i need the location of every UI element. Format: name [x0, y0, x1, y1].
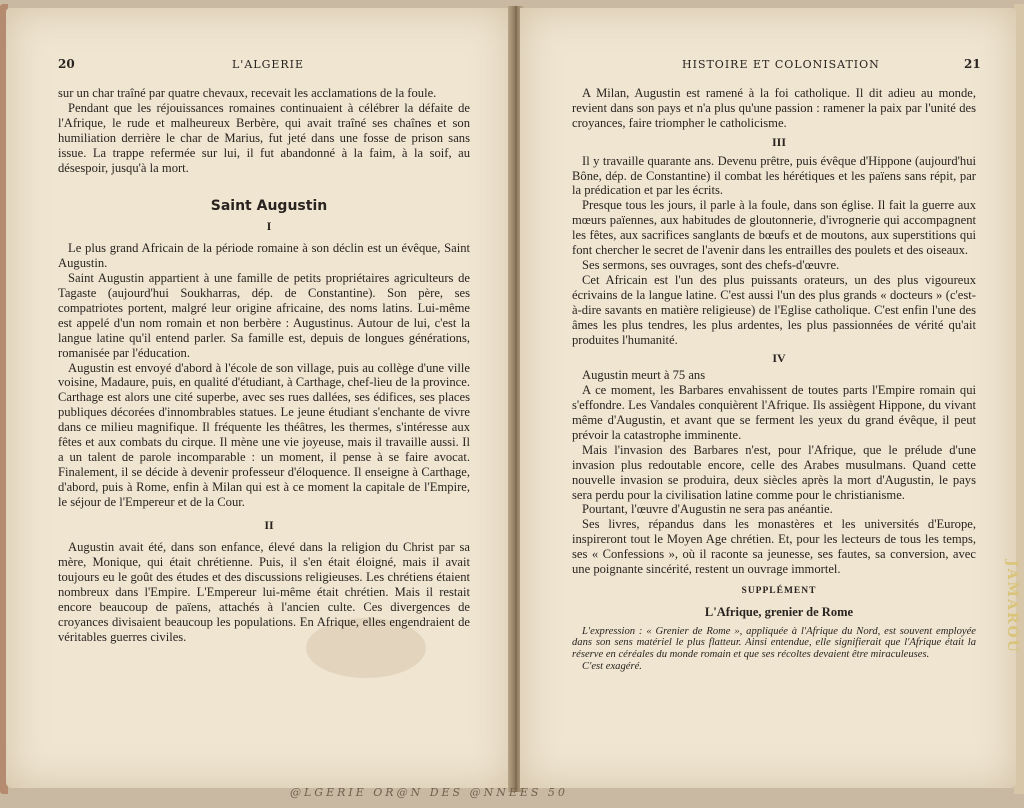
right-page-number: 21	[964, 57, 981, 71]
paragraph: Pourtant, l'œuvre d'Augustin ne sera pas anéantie.	[582, 502, 833, 517]
paragraph: Ses livres, répandus dans les monastères et les universités d'Europe, inspireront tout le Moyen Age chrétien. Et, pour les lecteurs de tous les temps, ses « Confessions », où il raconte sa jeunesse, ses fautes, sa conversion, avec une poignante sincérité, restent un ouvrage immortel.	[572, 517, 976, 577]
paragraph: Presque tous les jours, il parle à la foule, dans son église. Il fait la guerre aux mœurs païennes, aux habitudes de gloutonnerie, d'ivrognerie qui accompagnent les fêtes, aux sacrifices sanglants de bœufs et de moutons, aux superstitions qui font chercher le secret de l'avenir dans les entrailles des poulets et des oiseaux.	[572, 198, 976, 258]
paragraph: Cet Africain est l'un des plus puissants orateurs, un des plus vigoureux écrivains de la langue latine. C'est aussi l'un des plus grands « docteurs » (c'est-à-dire savants en matière religieuse) de l'Eglise catholique. C'est enfin l'une des âmes les plus tendres, les plus ardentes, les plus passionnées de vérité qu'ait produites l'humanité.	[572, 272, 976, 347]
right-page	[520, 8, 1016, 788]
supplement-paragraph: L'expression : « Grenier de Rome », appliquée à l'Afrique du Nord, est souvent employée dans son sens matériel le plus flatteur. Ainsi entendue, elle signifierait que l'Afrique était la réserve en céréales du monde romain et que ses récoltes devaient être miraculeuses.	[572, 625, 976, 660]
paragraph: Augustin est envoyé d'abord à l'école de son village, puis au collège d'une ville voisine, Madaure, puis, en qualité d'étudiant, à Carthage, chef-lieu de la province. Carthage est alors une cité superbe, avec ses rues dallées, ses édifices, ses places publiques décorées d'innombrables statues. Le jeune étudiant s'enchante de vivre dans ce milieu magnifique. Il fréquente les théâtres, les thermes, s'intéresse aux fêtes et aux combats du cirque. Il mène une vie joyeuse, mais il travaille aussi. Il a un talent de parole incomparable : un moment, il pense à se faire avocat. Finalement, il se décide à devenir professeur d'éloquence. Il enseigne à Carthage, d'abord, puis à Rome, enfin à Milan qui est à ce moment la capitale de l'Empire, le séjour de l'Empereur et de la Cour.	[58, 360, 470, 509]
left-running-head: L'ALGERIE	[232, 58, 305, 71]
supplement-title: L'Afrique, grenier de Rome	[704, 604, 854, 619]
paragraph: Mais l'invasion des Barbares n'est, pour l'Afrique, que le prélude d'une invasion plus redoutable encore, celle des Arabes musulmans. Quand cette nouvelle invasion se produira, deux siècles après la mort d'Augustin, le pays sera perdu pour la civilisation latine comme pour le christianisme.	[572, 442, 976, 502]
part-numeral-ii: II	[264, 517, 274, 532]
supplement-label: SUPPLÉMENT	[741, 586, 817, 596]
paragraph: sur un char traîné par quatre chevaux, recevait les acclamations de la foule.	[58, 86, 437, 100]
paragraph: A ce moment, les Barbares envahissent de toutes parts l'Empire romain qui s'effondre. Les Vandales conquièrent l'Afrique. Ils assiègent Hippone, du vivant même d'Augustin, et avant que se ferment les yeux du grand évêque, il peut prévoir la catastrophe imminente.	[572, 383, 976, 442]
right-running-head: HISTOIRE ET COLONISATION	[682, 58, 880, 71]
supplement-paragraph: C'est exagéré.	[582, 660, 642, 672]
footer-watermark: @LGERIE OR@N DES @NNEES 50	[290, 786, 568, 799]
left-page	[6, 8, 511, 788]
left-page-body	[58, 86, 470, 645]
side-watermark: JAMAROU	[1004, 560, 1020, 654]
paragraph: A Milan, Augustin est ramené à la foi catholique. Il dit adieu au monde, revient dans son pays et n'a plus qu'une passion : ramener la paix par l'unité des croyances, faire triompher le catholicisme.	[572, 86, 976, 130]
part-numeral-i: I	[266, 219, 272, 234]
paragraph: Pendant que les réjouissances romaines continuaient à célébrer la défaite de l'Afrique, le rude et malheureux Berbère, qui avait traîné ses chaînes et son humiliation derrière le char de Marius, fut jeté dans une fosse de prison sans issue. La trappe refermée sur lui, il fut abandonné à la faim, à la soif, au désespoir, jusqu'à la mort.	[58, 100, 470, 175]
paragraph: Ses sermons, ses ouvrages, sont des chefs-d'œuvre.	[582, 257, 840, 272]
section-title: Saint Augustin	[210, 198, 328, 215]
part-numeral-iv: IV	[772, 351, 786, 366]
paragraph: Saint Augustin appartient à une famille de petits propriétaires agriculteurs de Tagaste (aujourd'hui Soukharras, dép. de Constantine). Son père, ses compatriotes portent, malgré leur origine africaine, des noms latins. Lui-même est appelé d'un nom romain et non berbère : Augustinus. Autour de lui, c'est la langue latine qu'il entend parler. Sa famille est, depuis de longues générations, romanisée par l'éducation.	[58, 271, 470, 360]
paragraph: Le plus grand Africain de la période romaine à son déclin est un évêque, Saint Augustin.	[58, 241, 470, 271]
part-numeral-iii: III	[771, 134, 786, 149]
left-page-number: 20	[58, 57, 75, 71]
paragraph: Il y travaille quarante ans. Devenu prêtre, puis évêque d'Hippone (aujourd'hui Bône, dép. de Constantine) il combat les hérétiques et les païens sans répit, par la prédication et par les écrits.	[572, 153, 976, 198]
paragraph: Augustin avait été, dans son enfance, élevé dans la religion du Christ par sa mère, Monique, qui était chrétienne. Puis, il s'en était éloigné, mais il avait toujours eu le goût des études et des discussions religieuses. Les chrétiens étaient nombreux dans l'Empire. L'Empereur lui-même était chrétien. Mais il restait encore beaucoup de païens, attachés à l'ancien culte. Ces divergences de croyances divisaient beaucoup les populations. En Afrique, elles engendraient de véritables guerres civiles.	[58, 540, 470, 644]
paragraph: Augustin meurt à 75 ans	[582, 368, 706, 383]
right-page-body	[572, 86, 976, 672]
